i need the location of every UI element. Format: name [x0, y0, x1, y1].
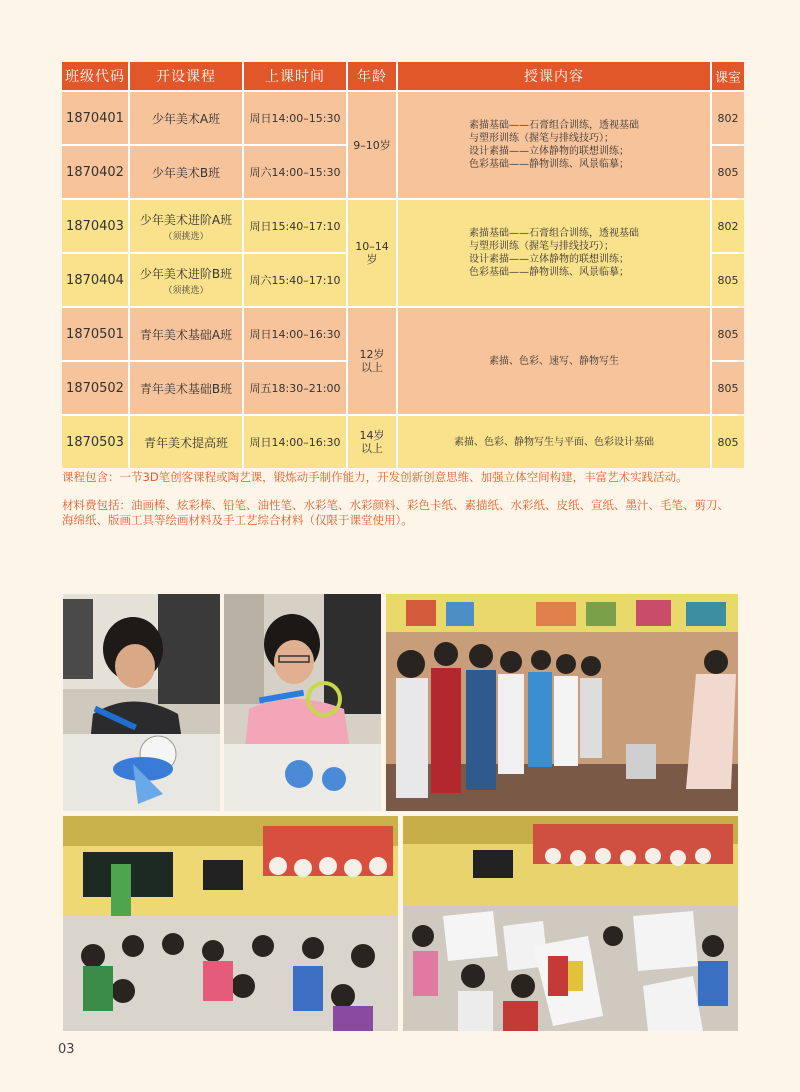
content-line: 设计素描——立体静物的联想训练；	[469, 254, 629, 265]
age-cell	[348, 416, 396, 468]
course-name: 少年美术A班	[151, 111, 221, 126]
photo-3d-pen-girl	[63, 594, 220, 811]
course-cell	[130, 254, 242, 306]
content-line: 色彩基础——静物训练、风景临摹；	[469, 267, 629, 278]
class-code-cell: 1870403	[62, 200, 128, 252]
time-cell: 周六14:00–15:30	[244, 146, 346, 198]
age-line: 14岁	[359, 429, 385, 442]
content-line: 设计素描——立体静物的联想训练；	[469, 146, 629, 157]
course-name: 青年美术提高班	[143, 435, 228, 450]
room-cell: 805	[712, 416, 744, 468]
header-content: 授课内容	[398, 62, 710, 90]
course-note: （须挑选）	[163, 285, 209, 296]
content-cell	[398, 200, 710, 306]
content-cell: 素描、色彩、静物写生与平面、色彩设计基础	[398, 416, 710, 468]
time-cell: 周日14:00–15:30	[244, 92, 346, 144]
course-name: 少年美术进阶B班	[139, 266, 233, 281]
age-cell: 10–14岁	[348, 200, 396, 306]
room-cell: 805	[712, 308, 744, 360]
class-code-cell: 1870402	[62, 146, 128, 198]
time-cell: 周五18:30–21:00	[244, 362, 346, 414]
course-name: 少年美术B班	[151, 165, 221, 180]
content-line: 与塑形训练（握笔与排线技巧）；	[469, 241, 614, 252]
class-code-cell: 1870401	[62, 92, 128, 144]
course-cell	[130, 308, 242, 360]
course-cell	[130, 92, 242, 144]
course-name: 少年美术进阶A班	[139, 212, 233, 227]
age-line: 以上	[361, 361, 383, 374]
content-line: 与塑形训练（握笔与排线技巧）；	[469, 133, 614, 144]
content-line: 色彩基础——静物训练、风景临摹；	[469, 159, 629, 170]
room-cell: 805	[712, 362, 744, 414]
content-cell: 素描、色彩、速写、静物写生	[398, 308, 710, 414]
time-cell: 周日15:40–17:10	[244, 200, 346, 252]
course-name: 青年美术基础A班	[139, 327, 233, 342]
time-cell: 周六15:40–17:10	[244, 254, 346, 306]
time-cell: 周日14:00–16:30	[244, 416, 346, 468]
course-cell	[130, 146, 242, 198]
content-line: 素描基础——石膏组合训练，透视基础	[469, 120, 639, 131]
photo-classroom-lesson	[63, 816, 398, 1031]
room-cell: 805	[712, 254, 744, 306]
class-code-cell: 1870502	[62, 362, 128, 414]
room-cell: 802	[712, 92, 744, 144]
class-code-cell: 1870503	[62, 416, 128, 468]
age-line: 12岁	[359, 348, 385, 361]
header-age: 年龄	[348, 62, 396, 90]
age-cell: 9–10岁	[348, 92, 396, 198]
content-cell	[398, 92, 710, 198]
age-line: 以上	[361, 442, 383, 455]
photo-teacher-with-students	[386, 594, 738, 811]
course-cell	[130, 200, 242, 252]
age-cell	[348, 308, 396, 414]
course-cell	[130, 362, 242, 414]
header-room: 课室	[712, 62, 744, 90]
time-cell: 周日14:00–16:30	[244, 308, 346, 360]
header-course: 开设课程	[130, 62, 242, 90]
class-code-cell: 1870501	[62, 308, 128, 360]
course-includes-note: 课程包含：一节3D笔创客课程或陶艺课，锻炼动手制作能力，开发创新创意思维、加强立体空间构建，丰富艺术实践活动。	[62, 470, 688, 484]
room-cell: 805	[712, 146, 744, 198]
header-time: 上课时间	[244, 62, 346, 90]
course-schedule-table	[62, 62, 741, 468]
room-cell: 802	[712, 200, 744, 252]
course-cell	[130, 416, 242, 468]
course-name: 青年美术基础B班	[139, 381, 233, 396]
content-line: 素描基础——石膏组合训练，透视基础	[469, 228, 639, 239]
class-code-cell: 1870404	[62, 254, 128, 306]
materials-note: 材料费包括：油画棒、炫彩棒、铅笔、油性笔、水彩笔、水彩颜料、彩色卡纸、素描纸、水彩纸、皮纸、宣纸、墨汁、毛笔、剪刀、海绵纸、版画工具等绘画材料及手工艺综合材料（仅限于课堂使用）。	[62, 498, 729, 527]
course-note: （须挑选）	[163, 231, 209, 242]
header-class-code: 班级代码	[62, 62, 128, 90]
page-number: 03	[58, 1042, 75, 1057]
photo-students-painting	[403, 816, 738, 1031]
photo-3d-pen-glasses-girl	[224, 594, 381, 811]
